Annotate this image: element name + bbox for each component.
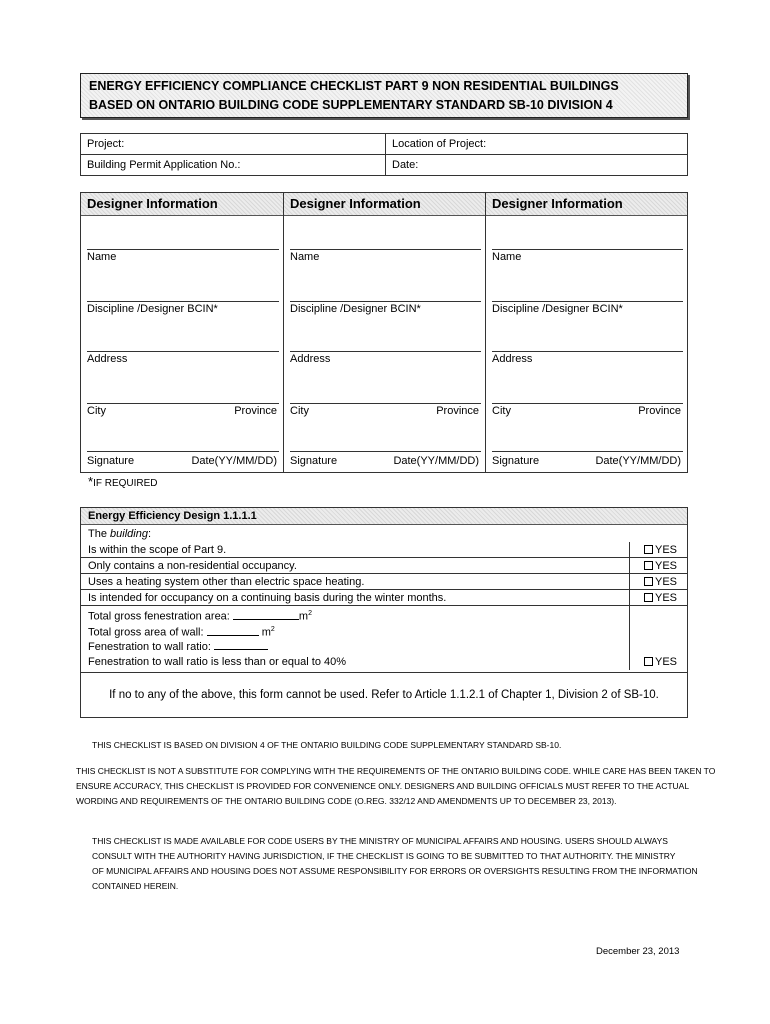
project-field[interactable]: Project:	[81, 134, 386, 155]
yes-checkbox[interactable]: YES	[629, 654, 687, 670]
designer-heading: Designer Information	[284, 193, 485, 216]
energy-heading: Energy Efficiency Design 1.1.1.1	[81, 508, 687, 525]
designer-column-1	[81, 193, 283, 472]
yes-checkbox[interactable]: YES	[629, 558, 687, 574]
title-line-1: ENERGY EFFICIENCY COMPLIANCE CHECKLIST PART 9 NON RESIDENTIAL BUILDINGS	[89, 79, 619, 93]
designer-heading: Designer Information	[486, 193, 687, 216]
project-table	[80, 133, 688, 176]
permit-number-field[interactable]: Building Permit Application No.:	[81, 155, 386, 176]
date-field[interactable]: Date:	[386, 155, 688, 176]
designer-discipline-field[interactable]: Discipline /Designer BCIN*	[290, 301, 481, 319]
ratio-input[interactable]	[214, 638, 268, 650]
designer-name-field[interactable]: Name	[290, 249, 481, 267]
energy-footer-note: If no to any of the above, this form cannot be used. Refer to Article 1.1.2.1 of Chapter 1, Division 2 of SB-10.	[109, 689, 659, 701]
signature-line	[290, 451, 481, 452]
designer-discipline-field[interactable]: Discipline /Designer BCIN*	[492, 301, 683, 319]
checkbox-icon	[644, 577, 653, 586]
title-line-2: BASED ON ONTARIO BUILDING CODE SUPPLEMENTARY STANDARD SB-10 DIVISION 4	[89, 98, 613, 112]
form-title	[80, 73, 688, 118]
yes-checkbox[interactable]: YES	[629, 590, 687, 606]
designer-signature-field[interactable]: Signature Date(YY/MM/DD)	[290, 455, 479, 467]
checklist-row-heating: Uses a heating system other than electric space heating. YES	[81, 574, 687, 590]
yes-checkbox[interactable]: YES	[629, 574, 687, 590]
note-ministry: THIS CHECKLIST IS MADE AVAILABLE FOR CODE USERS BY THE MINISTRY OF MUNICIPAL AFFAIRS AND HOUSING. USERS SHOULD ALWAYS CONSULT WITH THE AUTHORITY HAVING JURISDICTION, IF THE CHECKLIST IS GOING TO BE SUBMITTED TO THAT AUTHORITY. THE MINISTRY OF MUNICIPAL AFFAIRS AND HOUSING DOES NOT ASSUME RESPONSIBILITY FOR ERRORS OR OVERSIGHTS RESULTING FROM THE INFORMATION CONTAINED HEREIN.	[92, 836, 698, 891]
designer-discipline-field[interactable]: Discipline /Designer BCIN*	[87, 301, 279, 319]
wall-area-input[interactable]	[207, 624, 259, 636]
designer-address-field[interactable]: Address	[492, 351, 683, 369]
signature-line	[492, 451, 683, 452]
checklist-row-winter: Is intended for occupancy on a continuing basis during the winter months. YES	[81, 590, 687, 606]
note-disclaimer: THIS CHECKLIST IS NOT A SUBSTITUTE FOR COMPLYING WITH THE REQUIREMENTS OF THE ONTARIO BUILDING CODE. WHILE CARE HAS BEEN TAKEN TO ENSURE ACCURACY, THIS CHECKLIST IS PROVIDED FOR CONVENIENCE ONLY. DESIGNERS AND BUILDING OFFICIALS MUST REFER TO THE ACTUAL WORDING AND REQUIREMENTS OF THE ONTARIO BUILDING CODE (O.REG. 332/12 AND AMENDMENTS UP TO DECEMBER 23, 2013).	[76, 766, 716, 806]
checkbox-icon	[644, 657, 653, 666]
designer-address-field[interactable]: Address	[290, 351, 481, 369]
designer-address-field[interactable]: Address	[87, 351, 279, 369]
designer-column-2	[283, 193, 485, 472]
checkbox-icon	[644, 593, 653, 602]
fenestration-area-input[interactable]	[233, 608, 299, 620]
designer-city-field[interactable]: City Province	[492, 403, 683, 421]
designer-signature-field[interactable]: Signature Date(YY/MM/DD)	[87, 455, 277, 467]
designer-heading: Designer Information	[81, 193, 283, 216]
footer-date: December 23, 2013	[596, 946, 680, 957]
designer-information-section	[80, 192, 688, 473]
building-label: The building:	[88, 528, 151, 540]
checkbox-icon	[644, 545, 653, 554]
yes-checkbox[interactable]: YES	[629, 542, 687, 558]
checklist-row-scope: Is within the scope of Part 9. YES	[81, 542, 687, 558]
designer-city-field[interactable]: City Province	[87, 403, 279, 421]
required-note: *IF REQUIRED	[88, 474, 158, 489]
note-division: THIS CHECKLIST IS BASED ON DIVISION 4 OF THE ONTARIO BUILDING CODE SUPPLEMENTARY STANDARD SB-10.	[92, 740, 562, 750]
ratio-row: Fenestration to wall ratio:	[81, 638, 687, 654]
location-field[interactable]: Location of Project:	[386, 134, 688, 155]
fenestration-area-row: Total gross fenestration area: $m^2$	[81, 606, 687, 622]
wall-area-row: Total gross area of wall: $m^2$	[81, 622, 687, 638]
ratio-check-row: Fenestration to wall ratio is less than or equal to 40% YES	[81, 654, 687, 670]
signature-line	[87, 451, 279, 452]
designer-column-3	[485, 193, 687, 472]
designer-city-field[interactable]: City Province	[290, 403, 481, 421]
designer-signature-field[interactable]: Signature Date(YY/MM/DD)	[492, 455, 681, 467]
designer-name-field[interactable]: Name	[87, 249, 279, 267]
energy-efficiency-section	[80, 507, 688, 718]
checkbox-icon	[644, 561, 653, 570]
checklist-row-occupancy: Only contains a non-residential occupancy. YES	[81, 558, 687, 574]
designer-name-field[interactable]: Name	[492, 249, 683, 267]
